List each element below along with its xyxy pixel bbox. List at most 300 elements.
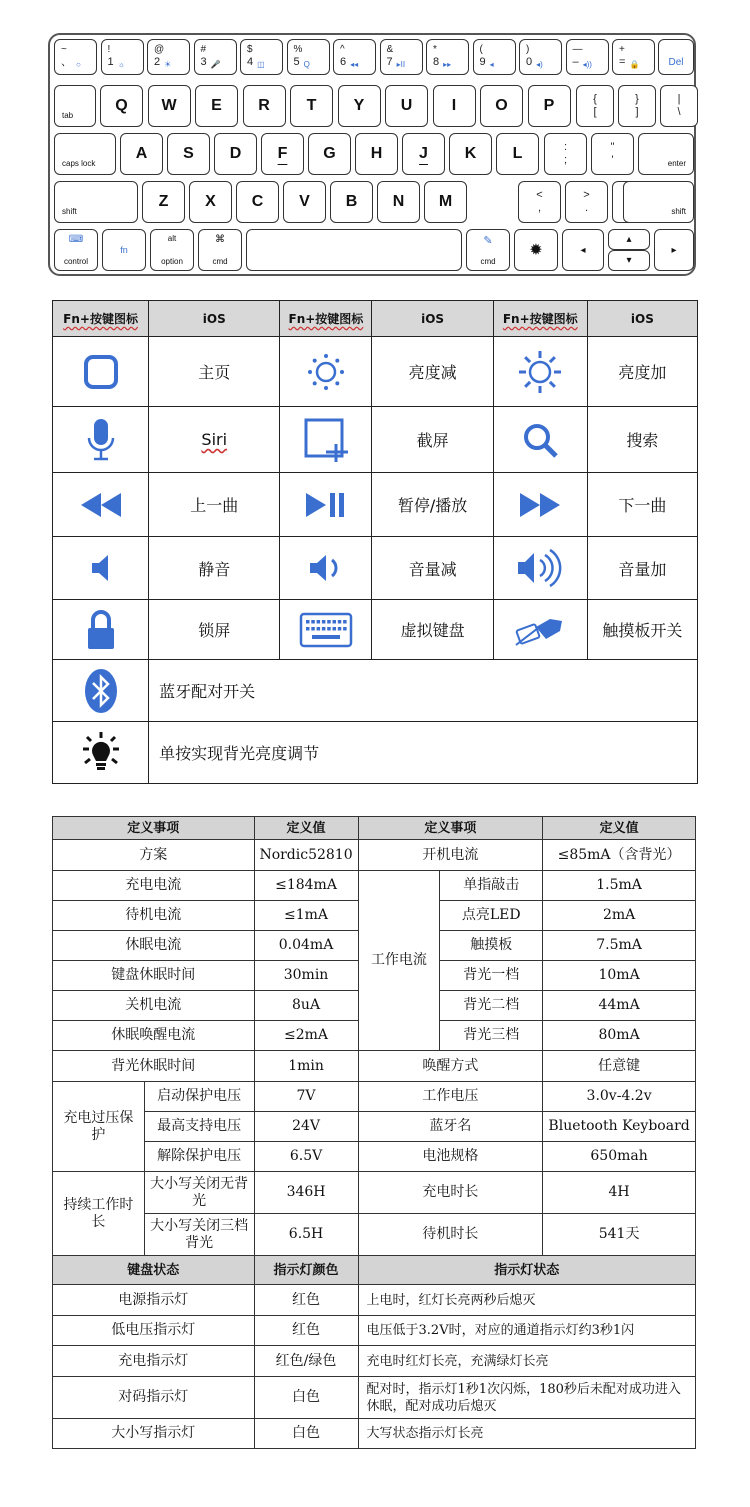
key-row2-punct-2 bbox=[660, 85, 698, 127]
header-fn-2: Fn+按键图标 bbox=[288, 312, 364, 326]
spec-row bbox=[53, 1285, 696, 1316]
key-fn-icon: ◂◂ bbox=[350, 60, 359, 69]
key-row3-punct-1 bbox=[591, 133, 634, 175]
fn-table-row bbox=[53, 407, 698, 473]
screenshot-icon bbox=[280, 407, 372, 473]
fn-function-label: 锁屏 bbox=[198, 621, 231, 640]
spec-cell: 3.0v-4.2v bbox=[543, 1082, 696, 1112]
spec-cell: 2mA bbox=[543, 901, 696, 931]
key-bottom-label: 2 bbox=[154, 56, 161, 68]
spec-cell: 充电电流 bbox=[53, 871, 255, 901]
spec-cell: 工作电压 bbox=[358, 1082, 543, 1112]
key-row4-punct-0 bbox=[518, 181, 561, 223]
fn-table-row bbox=[53, 473, 698, 537]
key-enter-label: enter bbox=[667, 159, 686, 168]
spec-cell: 7.5mA bbox=[543, 931, 696, 961]
header-state: 键盘状态 bbox=[53, 1256, 255, 1285]
key-space bbox=[246, 229, 462, 271]
key-u bbox=[385, 85, 428, 127]
spec-cell: 80mA bbox=[543, 1021, 696, 1051]
spec-row bbox=[53, 1051, 696, 1082]
fn-function-cell bbox=[149, 537, 280, 600]
key-option bbox=[150, 229, 194, 271]
key-fn-icon: ◂) bbox=[536, 60, 543, 69]
spec-cell: Bluetooth Keyboard bbox=[543, 1112, 696, 1142]
header-ios-2: iOS bbox=[372, 301, 493, 337]
spec-cell: 背光二档 bbox=[440, 991, 543, 1021]
spec-cell: Nordic52810 bbox=[254, 840, 358, 871]
key-letter: C bbox=[251, 193, 264, 210]
spec-cell: 4H bbox=[543, 1172, 696, 1214]
indicator-desc: 电压低于3.2V时，对应的通道指示灯约3秒1闪 bbox=[358, 1316, 695, 1346]
key-bottom-line bbox=[567, 56, 608, 71]
key-letter: J bbox=[419, 145, 428, 162]
key-top-label: ~ bbox=[61, 44, 67, 55]
key-bottom-label: 1 bbox=[107, 56, 114, 68]
spec-cell: 电源指示灯 bbox=[53, 1285, 255, 1316]
fn-function-cell bbox=[372, 537, 493, 600]
spec-cell: 键盘休眠时间 bbox=[53, 961, 255, 991]
spec-row bbox=[53, 1316, 696, 1346]
key-control-label: control bbox=[63, 257, 88, 266]
touchpad-icon bbox=[493, 600, 587, 660]
key-fn-icon: 🎤 bbox=[210, 60, 221, 69]
spec-cell: 红色/绿色 bbox=[254, 1346, 358, 1377]
spec-cell: 关机电流 bbox=[53, 991, 255, 1021]
fn-table-wide-row bbox=[53, 722, 698, 784]
key-row1-0 bbox=[54, 39, 97, 75]
key-letter: E bbox=[211, 97, 222, 114]
next-icon bbox=[493, 473, 587, 537]
key-row2-punct-0 bbox=[576, 85, 614, 127]
key-alt-label: alt bbox=[167, 234, 177, 243]
key-t bbox=[290, 85, 333, 127]
spec-row bbox=[53, 1256, 696, 1285]
key-bot: ' bbox=[611, 154, 614, 166]
key-bottom-line bbox=[613, 56, 654, 71]
key-bottom-label: = bbox=[619, 56, 626, 68]
key-bottom-line bbox=[427, 56, 468, 71]
key-s bbox=[167, 133, 210, 175]
spec-cell: 任意键 bbox=[543, 1051, 696, 1082]
spec-row bbox=[53, 1142, 696, 1172]
key-bottom-label: 4 bbox=[247, 56, 254, 68]
fn-function-label: 搜索 bbox=[626, 431, 659, 450]
key-del-label: Del bbox=[668, 56, 684, 68]
key-bottom-label: – bbox=[572, 56, 579, 68]
key-top-label: # bbox=[200, 44, 207, 55]
brightness-down-icon bbox=[280, 337, 372, 407]
key-e bbox=[195, 85, 238, 127]
spec-cell: 1.5mA bbox=[543, 871, 696, 901]
spec-cell: 开机电流 bbox=[358, 840, 543, 871]
key-c bbox=[236, 181, 279, 223]
key-j bbox=[402, 133, 445, 175]
key-row1-5 bbox=[287, 39, 330, 75]
spec-cell: 背光三档 bbox=[440, 1021, 543, 1051]
key-top: } bbox=[635, 93, 639, 105]
work-current-label: 工作电流 bbox=[358, 871, 440, 1051]
key-control bbox=[54, 229, 98, 271]
key-top: < bbox=[536, 189, 543, 201]
key-shift-label: shift bbox=[671, 207, 686, 216]
header-ios-3: iOS bbox=[587, 301, 697, 337]
spec-cell: 红色 bbox=[254, 1316, 358, 1346]
key-caps-label: caps lock bbox=[62, 159, 96, 168]
spec-row bbox=[53, 1082, 696, 1112]
fn-table-row bbox=[53, 600, 698, 660]
fn-key-table bbox=[52, 300, 698, 784]
fn-function-label: 蓝牙配对开关 bbox=[159, 682, 256, 701]
key-letter: V bbox=[299, 193, 310, 210]
spec-cell: 方案 bbox=[53, 840, 255, 871]
prev-icon bbox=[53, 473, 149, 537]
spec-cell: 6.5V bbox=[254, 1142, 358, 1172]
key-bottom-line bbox=[520, 56, 561, 71]
key-f bbox=[261, 133, 304, 175]
header-ios-1: iOS bbox=[149, 301, 280, 337]
spec-cell: 6.5H bbox=[254, 1214, 358, 1256]
fn-function-label: 下一曲 bbox=[618, 496, 667, 515]
key-letter: X bbox=[205, 193, 216, 210]
fn-function-cell bbox=[149, 473, 280, 537]
key-fn-icon: ☀ bbox=[164, 60, 172, 69]
key-top: " bbox=[610, 141, 615, 153]
key-fn-icon: ◫ bbox=[257, 60, 265, 69]
fn-function-label: 暂停/播放 bbox=[397, 496, 468, 515]
spec-cell: 低电压指示灯 bbox=[53, 1316, 255, 1346]
header-item: 定义事项 bbox=[358, 817, 543, 840]
spec-cell: 10mA bbox=[543, 961, 696, 991]
key-tab-label: tab bbox=[62, 111, 74, 120]
key-bottom-label: 、 bbox=[61, 56, 72, 68]
mute-icon bbox=[53, 537, 149, 600]
key-row3-punct-0 bbox=[544, 133, 587, 175]
keyboard-icon: ⌨ bbox=[68, 234, 84, 245]
key-letter: R bbox=[258, 97, 270, 114]
spec-cell: 7V bbox=[254, 1082, 358, 1112]
spec-cell: 充电指示灯 bbox=[53, 1346, 255, 1377]
key-l bbox=[496, 133, 539, 175]
key-q bbox=[100, 85, 143, 127]
key-r bbox=[243, 85, 286, 127]
brightness-up-icon bbox=[493, 337, 587, 407]
key-top-label: * bbox=[433, 44, 437, 55]
key-o bbox=[480, 85, 523, 127]
spec-cell: 30min bbox=[254, 961, 358, 991]
fn-function-label: 亮度减 bbox=[408, 363, 457, 382]
keyboard-icon bbox=[280, 600, 372, 660]
spec-cell: 充电时长 bbox=[358, 1172, 543, 1214]
volume-up-icon bbox=[493, 537, 587, 600]
spec-cell: 24V bbox=[254, 1112, 358, 1142]
header-color: 指示灯颜色 bbox=[254, 1256, 358, 1285]
fn-table-row bbox=[53, 337, 698, 407]
key-row2-punct-1 bbox=[618, 85, 656, 127]
key-x bbox=[189, 181, 232, 223]
key-letter: O bbox=[495, 97, 508, 114]
spec-cell: 650mah bbox=[543, 1142, 696, 1172]
key-letter: G bbox=[323, 145, 336, 162]
key-letter: K bbox=[464, 145, 477, 162]
fn-function-cell bbox=[587, 600, 697, 660]
spec-cell: 最高支持电压 bbox=[144, 1112, 254, 1142]
key-row1-6 bbox=[333, 39, 376, 75]
header-item: 定义事项 bbox=[53, 817, 255, 840]
spec-cell: 346H bbox=[254, 1172, 358, 1214]
key-bottom-label: 7 bbox=[386, 56, 393, 68]
fn-function-label: Siri bbox=[201, 430, 228, 449]
fn-function-label: 上一曲 bbox=[190, 496, 239, 515]
fn-function-label: 亮度加 bbox=[618, 363, 667, 382]
key-up: ▴ bbox=[608, 229, 650, 250]
key-i bbox=[433, 85, 476, 127]
key-bottom-line bbox=[102, 56, 143, 71]
key-cmd-label: cmd bbox=[480, 257, 496, 266]
key-b bbox=[330, 181, 373, 223]
key-fn-icon: ◂)) bbox=[582, 60, 592, 69]
key-shift-label: shift bbox=[62, 207, 77, 216]
fn-function-cell bbox=[587, 473, 697, 537]
fn-function-label: 静音 bbox=[198, 559, 231, 579]
key-row1-1 bbox=[101, 39, 144, 75]
key-top-label: % bbox=[293, 44, 303, 55]
spec-row bbox=[53, 1112, 696, 1142]
key-fn-icon: ◂ bbox=[489, 60, 494, 69]
key-letter: I bbox=[451, 97, 457, 114]
key-fn-label: fn bbox=[120, 245, 128, 255]
key-bottom-line bbox=[55, 56, 96, 71]
fn-function-cell bbox=[372, 473, 493, 537]
key-y bbox=[338, 85, 381, 127]
key-row1-2 bbox=[147, 39, 190, 75]
key-a bbox=[120, 133, 163, 175]
spec-cell: 电池规格 bbox=[358, 1142, 543, 1172]
key-row4-punct-1 bbox=[565, 181, 608, 223]
key-fn bbox=[102, 229, 146, 271]
key-n bbox=[377, 181, 420, 223]
spec-cell: 对码指示灯 bbox=[53, 1377, 255, 1419]
key-letter: W bbox=[161, 97, 177, 114]
key-letter: Z bbox=[158, 193, 169, 210]
spec-cell: ≤1mA bbox=[254, 901, 358, 931]
key-top-label: ( bbox=[479, 44, 483, 55]
key-fn-icon: Q bbox=[303, 60, 310, 69]
key-shift-right bbox=[623, 181, 694, 223]
mic-icon bbox=[53, 407, 149, 473]
key-down: ▾ bbox=[608, 250, 650, 271]
fn-function-cell bbox=[372, 337, 493, 407]
key-row1-4 bbox=[240, 39, 283, 75]
backlight-icon bbox=[53, 722, 149, 784]
fn-function-label: 虚拟键盘 bbox=[400, 621, 465, 640]
fn-function-cell bbox=[587, 407, 697, 473]
header-fn-1: Fn+按键图标 bbox=[63, 312, 138, 326]
spec-cell: 大小写关闭无背光 bbox=[144, 1172, 254, 1214]
key-left: ◂ bbox=[562, 229, 604, 271]
key-top-label: $ bbox=[247, 44, 253, 55]
key-d bbox=[214, 133, 257, 175]
spec-cell: 蓝牙名 bbox=[358, 1112, 543, 1142]
key-letter: B bbox=[345, 193, 358, 210]
key-k bbox=[449, 133, 492, 175]
key-z bbox=[142, 181, 185, 223]
key-v bbox=[283, 181, 326, 223]
key-cmd-symbol: ⌘ bbox=[215, 234, 225, 245]
fn-function-cell bbox=[587, 537, 697, 600]
spec-cell: 0.04mA bbox=[254, 931, 358, 961]
volume-down-icon bbox=[280, 537, 372, 600]
key-top: | bbox=[677, 93, 681, 105]
spec-cell: ≤2mA bbox=[254, 1021, 358, 1051]
key-bottom-line bbox=[148, 56, 189, 71]
lock-icon bbox=[53, 600, 149, 660]
keyboard-diagram bbox=[48, 33, 696, 276]
key-m bbox=[424, 181, 467, 223]
key-shift-left bbox=[54, 181, 138, 223]
spec-row bbox=[53, 871, 696, 901]
spec-cell: 触摸板 bbox=[440, 931, 543, 961]
spec-cell: 唤醒方式 bbox=[358, 1051, 543, 1082]
spec-cell: 大小写指示灯 bbox=[53, 1419, 255, 1449]
spec-cell: 白色 bbox=[254, 1377, 358, 1419]
key-option-label: option bbox=[161, 257, 183, 266]
key-top: > bbox=[583, 189, 590, 201]
fn-function-label: 主页 bbox=[198, 363, 231, 382]
fn-function-cell bbox=[372, 407, 493, 473]
key-backlight: ✹ bbox=[514, 229, 558, 271]
key-row1-3 bbox=[194, 39, 237, 75]
key-row1-9 bbox=[473, 39, 516, 75]
key-bottom-line bbox=[381, 56, 422, 71]
spec-cell: 解除保护电压 bbox=[144, 1142, 254, 1172]
key-bottom-label: 5 bbox=[293, 56, 300, 68]
fn-table-wide-row bbox=[53, 660, 698, 722]
key-fn-icon: ▸▸ bbox=[443, 60, 452, 69]
key-g bbox=[308, 133, 351, 175]
spec-cell: ≤85mA（含背光） bbox=[543, 840, 696, 871]
spec-cell: 8uA bbox=[254, 991, 358, 1021]
key-top-label: + bbox=[619, 44, 625, 55]
fn-function-cell bbox=[587, 337, 697, 407]
spec-cell: 待机时长 bbox=[358, 1214, 543, 1256]
fn-table-row bbox=[53, 537, 698, 600]
key-bot: \ bbox=[677, 106, 681, 118]
spec-row bbox=[53, 840, 696, 871]
header-fn-3: Fn+按键图标 bbox=[502, 312, 578, 326]
key-letter: Q bbox=[115, 97, 128, 114]
spec-cell: 红色 bbox=[254, 1285, 358, 1316]
spec-cell: 背光一档 bbox=[440, 961, 543, 991]
header-value: 定义值 bbox=[543, 817, 696, 840]
spec-row bbox=[53, 1346, 696, 1377]
home-icon bbox=[53, 337, 149, 407]
fn-function-cell bbox=[149, 337, 280, 407]
key-cmd-right bbox=[466, 229, 510, 271]
fn-function-label: 触摸板开关 bbox=[602, 621, 683, 640]
key-letter: H bbox=[370, 145, 383, 162]
key-top-label: — bbox=[572, 44, 583, 55]
spec-cell: 休眠唤醒电流 bbox=[53, 1021, 255, 1051]
key-letter: U bbox=[400, 97, 413, 114]
fn-function-cell bbox=[372, 600, 493, 660]
key-letter: S bbox=[183, 145, 194, 162]
key-fn-icon: 🔒 bbox=[629, 60, 640, 69]
key-top-label: ) bbox=[526, 44, 530, 55]
key-bottom-line bbox=[241, 56, 282, 71]
header-value: 定义值 bbox=[254, 817, 358, 840]
bluetooth-icon bbox=[53, 660, 149, 722]
key-bottom-label: 3 bbox=[200, 56, 207, 68]
key-h bbox=[355, 133, 398, 175]
key-fn-icon: ▸II bbox=[396, 60, 406, 69]
spec-table bbox=[52, 816, 696, 1449]
spec-row bbox=[53, 1172, 696, 1214]
fn-function-label: 音量减 bbox=[408, 559, 457, 579]
key-bottom-label: 0 bbox=[526, 56, 533, 68]
key-p bbox=[528, 85, 571, 127]
play-pause-icon bbox=[280, 473, 372, 537]
key-row1-8 bbox=[426, 39, 469, 75]
key-bottom-line bbox=[195, 56, 236, 71]
key-bottom-label: 9 bbox=[479, 56, 486, 68]
key-bot: , bbox=[537, 202, 542, 214]
spec-cell: 启动保护电压 bbox=[144, 1082, 254, 1112]
spec-cell: 背光休眠时间 bbox=[53, 1051, 255, 1082]
key-bottom-line bbox=[334, 56, 375, 71]
key-letter: L bbox=[512, 145, 523, 162]
spec-cell: 541天 bbox=[543, 1214, 696, 1256]
header-indicator: 指示灯状态 bbox=[358, 1256, 695, 1285]
key-right: ▸ bbox=[654, 229, 694, 271]
key-row1-12 bbox=[612, 39, 655, 75]
key-fn-icon: ○ bbox=[76, 60, 81, 69]
spec-cell: ≤184mA bbox=[254, 871, 358, 901]
key-letter: Y bbox=[353, 97, 365, 114]
fn-function-cell bbox=[149, 722, 698, 784]
key-letter: T bbox=[306, 97, 317, 114]
indicator-desc: 大写状态指示灯长亮 bbox=[358, 1419, 695, 1449]
fn-function-cell bbox=[149, 407, 280, 473]
key-tab bbox=[54, 85, 96, 127]
key-del bbox=[658, 39, 694, 75]
key-top-label: & bbox=[386, 44, 394, 55]
indicator-desc: 充电时红灯长亮，充满绿灯长亮 bbox=[358, 1346, 695, 1377]
key-row1-7 bbox=[380, 39, 423, 75]
key-letter: N bbox=[392, 193, 405, 210]
spec-cell: 大小写关闭三档背光 bbox=[144, 1214, 254, 1256]
key-letter: A bbox=[135, 145, 148, 162]
touchpad-icon: ✎ bbox=[483, 235, 493, 247]
key-w bbox=[148, 85, 191, 127]
spec-cell: 44mA bbox=[543, 991, 696, 1021]
key-caps bbox=[54, 133, 116, 175]
key-fn-icon: ☼ bbox=[117, 60, 125, 69]
key-cmd-label: cmd bbox=[212, 257, 228, 266]
key-letter: M bbox=[438, 193, 453, 210]
key-top-label: ^ bbox=[340, 44, 345, 55]
key-top: : bbox=[563, 141, 568, 153]
fn-function-label: 音量加 bbox=[618, 559, 667, 579]
key-cmd-left bbox=[198, 229, 242, 271]
key-bot: ] bbox=[635, 106, 639, 118]
fn-function-label: 单按实现背光亮度调节 bbox=[159, 744, 320, 763]
spec-cell: 单指敲击 bbox=[440, 871, 543, 901]
fn-function-cell bbox=[149, 660, 698, 722]
spec-row bbox=[53, 1419, 696, 1449]
search-icon bbox=[493, 407, 587, 473]
key-bottom-line bbox=[474, 56, 515, 71]
